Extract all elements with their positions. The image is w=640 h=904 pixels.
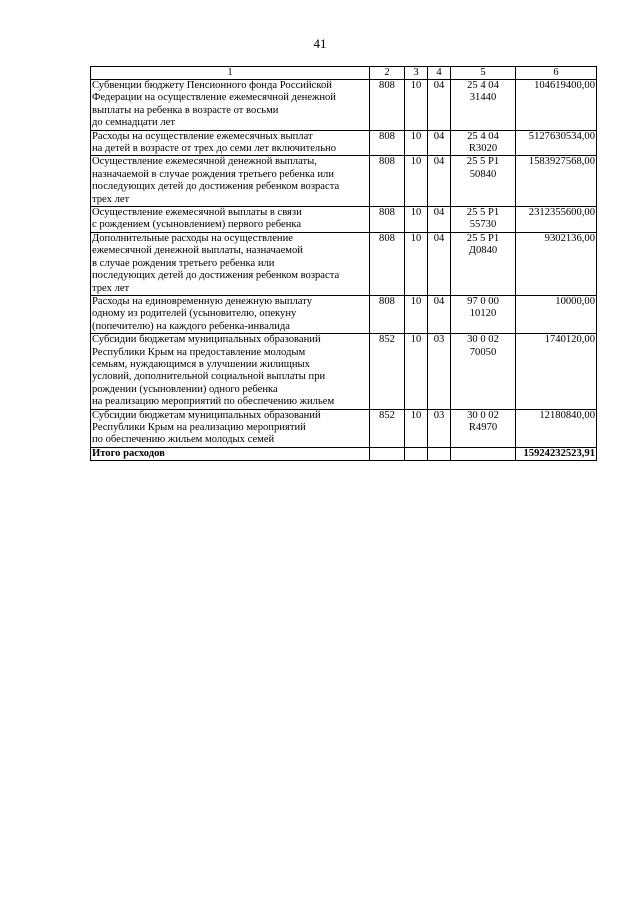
table-row xyxy=(91,80,597,131)
target-article-code: 30 0 02 70050 xyxy=(451,334,516,409)
grbs-code: 808 xyxy=(370,130,405,156)
section-code: 10 xyxy=(405,334,428,409)
table-row xyxy=(91,334,597,409)
column-header: 2 xyxy=(370,67,405,80)
expense-name: Осуществление ежемесячной денежной выплаты, назначаемой в случае рождения третьего ребенка или последующих детей до достижения ребенком возраста трех лет xyxy=(91,156,370,207)
expense-name: Субсидии бюджетам муниципальных образований Республики Крым на предоставление молодым семьям, нуждающимся в улучшении жилищных условий, дополнительной социальной выплаты при рождении (усыновлении) одного ребенка на реализацию мероприятий по обеспечению жильем xyxy=(91,334,370,409)
empty-cell xyxy=(451,447,516,460)
amount: 1583927568,00 xyxy=(516,156,597,207)
column-header: 1 xyxy=(91,67,370,80)
target-article-code: 25 4 04 31440 xyxy=(451,80,516,131)
budget-table xyxy=(90,66,597,461)
section-code: 10 xyxy=(405,232,428,295)
grbs-code: 808 xyxy=(370,207,405,233)
expense-name: Субвенции бюджету Пенсионного фонда Российской Федерации на осуществление ежемесячной денежной выплаты на ребенка в возрасте от восьми до семнадцати лет xyxy=(91,80,370,131)
grbs-code: 808 xyxy=(370,156,405,207)
empty-cell xyxy=(370,447,405,460)
amount: 2312355600,00 xyxy=(516,207,597,233)
grbs-code: 808 xyxy=(370,80,405,131)
amount: 12180840,00 xyxy=(516,409,597,447)
subsection-code: 04 xyxy=(428,207,451,233)
table-row xyxy=(91,295,597,333)
section-code: 10 xyxy=(405,130,428,156)
subsection-code: 04 xyxy=(428,80,451,131)
amount: 1740120,00 xyxy=(516,334,597,409)
expense-name: Расходы на осуществление ежемесячных выплат на детей в возрасте от трех до семи лет включительно xyxy=(91,130,370,156)
target-article-code: 25 4 04 R3020 xyxy=(451,130,516,156)
subsection-code: 04 xyxy=(428,232,451,295)
target-article-code: 25 5 P1 Д0840 xyxy=(451,232,516,295)
section-code: 10 xyxy=(405,295,428,333)
page-number: 41 xyxy=(313,36,327,51)
column-header: 5 xyxy=(451,67,516,80)
subsection-code: 04 xyxy=(428,156,451,207)
amount: 104619400,00 xyxy=(516,80,597,131)
total-label: Итого расходов xyxy=(91,447,370,460)
target-article-code: 97 0 00 10120 xyxy=(451,295,516,333)
grbs-code: 808 xyxy=(370,295,405,333)
section-code: 10 xyxy=(405,156,428,207)
section-code: 10 xyxy=(405,409,428,447)
subsection-code: 04 xyxy=(428,295,451,333)
target-article-code: 30 0 02 R4970 xyxy=(451,409,516,447)
empty-cell xyxy=(405,447,428,460)
subsection-code: 03 xyxy=(428,334,451,409)
table-row xyxy=(91,409,597,447)
amount: 10000,00 xyxy=(516,295,597,333)
section-code: 10 xyxy=(405,80,428,131)
amount: 5127630534,00 xyxy=(516,130,597,156)
table-row xyxy=(91,232,597,295)
target-article-code: 25 5 P1 55730 xyxy=(451,207,516,233)
target-article-code: 25 5 P1 50840 xyxy=(451,156,516,207)
expense-name: Субсидии бюджетам муниципальных образований Республики Крым на реализацию мероприятий по обеспечению жильем молодых семей xyxy=(91,409,370,447)
subsection-code: 04 xyxy=(428,130,451,156)
header-row xyxy=(91,67,597,80)
grbs-code: 852 xyxy=(370,334,405,409)
grbs-code: 808 xyxy=(370,232,405,295)
total-row xyxy=(91,447,597,460)
empty-cell xyxy=(428,447,451,460)
table-row xyxy=(91,156,597,207)
expense-name: Осуществление ежемесячной выплаты в связи с рождением (усыновлением) первого ребенка xyxy=(91,207,370,233)
total-amount: 15924232523,91 xyxy=(516,447,597,460)
table-row xyxy=(91,207,597,233)
table-row xyxy=(91,130,597,156)
column-header: 3 xyxy=(405,67,428,80)
amount: 9302136,00 xyxy=(516,232,597,295)
grbs-code: 852 xyxy=(370,409,405,447)
column-header: 6 xyxy=(516,67,597,80)
subsection-code: 03 xyxy=(428,409,451,447)
expense-name: Дополнительные расходы на осуществление ежемесячной денежной выплаты, назначаемой в случае рождения третьего ребенка или последующих детей до достижения ребенком возраста трех лет xyxy=(91,232,370,295)
section-code: 10 xyxy=(405,207,428,233)
expense-name: Расходы на единовременную денежную выплату одному из родителей (усыновителю, опекуну (попечителю) на каждого ребенка-инвалида xyxy=(91,295,370,333)
column-header: 4 xyxy=(428,67,451,80)
